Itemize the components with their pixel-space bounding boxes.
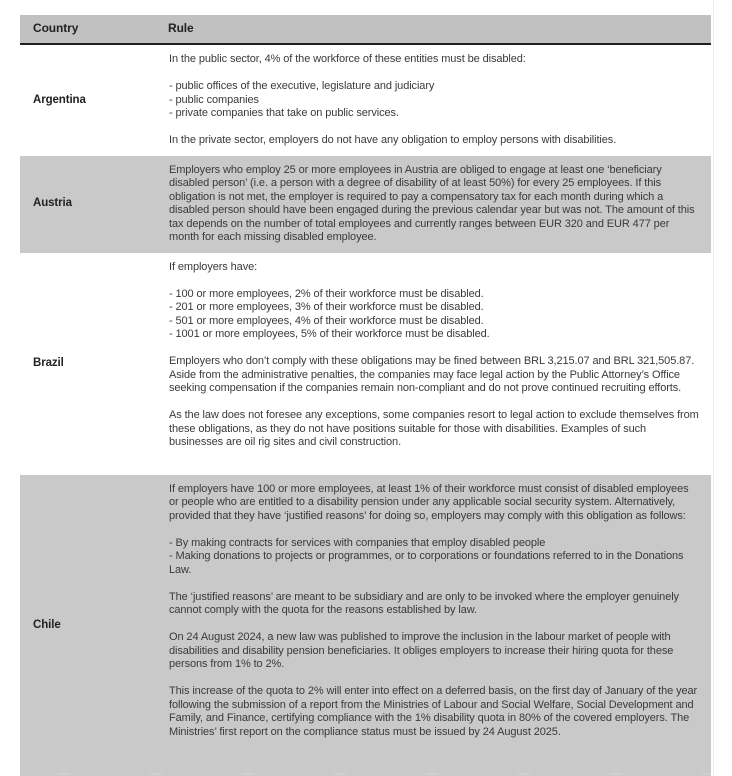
rule-paragraph: As the law does not foresee any exceptions, some companies resort to legal action to exclude themselves from these obligations, as they do not have positions suitable for those with disabilities. Examples of such businesses are oil rig sites and civil construction.	[169, 409, 699, 448]
rule-paragraph: On 24 August 2024, a new law was published to improve the inclusion in the labour market of people with disabilities and disability pension beneficiaries. It obliges employers to increase their hiring quota for these persons from 1% to 2%.	[169, 631, 674, 670]
country-cell: Argentina	[33, 93, 86, 106]
rule-bullet-line: - private companies that take on public services.	[169, 107, 399, 119]
country-cell: Chile	[33, 618, 61, 631]
column-header-country: Country	[33, 21, 79, 36]
rule-paragraph: In the public sector, 4% of the workforce of these entities must be disabled:	[169, 53, 526, 65]
country-rules-table	[20, 15, 711, 776]
table-row	[20, 45, 711, 156]
rule-bullet-line: - 501 or more employees, 4% of their workforce must be disabled.	[169, 314, 484, 327]
rule-paragraph: The ‘justified reasons’ are meant to be subsidiary and are only to be invoked where the employer genuinely cannot comply with the quota for the reasons established by law.	[169, 590, 679, 616]
rule-paragraph: If employers have 100 or more employees, at least 1% of their workforce must consist of disabled employees or people who are entitled to a disability pension under any applicable social security system. Alternatively, provided that they have ‘justified reasons’ for doing so, employers may comply with this obligation as follows:	[169, 482, 689, 522]
rule-paragraph: This increase of the quota to 2% will enter into effect on a deferred basis, on the first day of January of the year following the submission of a report from the Ministries of Labour and Social Welfare, Social Development and Family, and Finance, certifying compliance with the 1% disability quota in 80% of the covered employers. The Ministries’ first report on the compliance status must be issued by 24 August 2025.	[169, 685, 698, 738]
table-row	[20, 475, 711, 776]
table-row	[20, 253, 711, 475]
rule-paragraph	[169, 80, 699, 121]
rule-bullet-line: - By making contracts for services with companies that employ disabled people	[169, 536, 546, 549]
rule-paragraph: Employers who employ 25 or more employees in Austria are obliged to engage at least one ‘beneficiary disabled person’ (i.e. a person with a degree of disability of at least 50%) for every 25 employees. If this obligation is not met, the employer is required to pay a compensatory tax for each month during which a disabled person should have been engaged during the previous calendar year but was not. The amount of this tax depends on the number of total employees and currently ranges between EUR 320 and EUR 477 per month for each missing disabled employee.	[169, 163, 695, 243]
column-header-rule: Rule	[168, 21, 194, 36]
rule-bullet-line: - Making donations to projects or programmes, or to corporations or foundations referred to in the Donations Law.	[169, 550, 684, 576]
rule-paragraph: Employers who don’t comply with these obligations may be fined between BRL 3,215.07 and BRL 321,505.87. Aside from the administrative penalties, the companies may face legal action by the Public Attorney’s Office seeking compensation if the companies remain non-compliant and do not prove continued recruiting efforts.	[169, 355, 695, 394]
rule-cell	[168, 45, 711, 156]
country-cell: Austria	[33, 197, 72, 210]
rule-bullet-line: - 100 or more employees, 2% of their workforce must be disabled.	[169, 287, 484, 300]
rule-paragraph: In the private sector, employers do not have any obligation to employ persons with disabilities.	[169, 134, 617, 146]
country-cell: Brazil	[33, 356, 64, 369]
table-header-row	[20, 15, 711, 45]
rule-bullet-line: - 1001 or more employees, 5% of their workforce must be disabled.	[169, 328, 490, 340]
rule-paragraph: If employers have:	[169, 260, 258, 273]
rule-paragraph	[169, 537, 699, 578]
rule-paragraph	[169, 288, 699, 342]
rule-bullet-line: - public offices of the executive, legislature and judiciary	[169, 80, 435, 92]
page-edge-line	[713, 0, 714, 776]
table-row	[20, 156, 711, 253]
rule-cell	[168, 156, 711, 253]
rule-bullet-line: - public companies	[169, 93, 259, 106]
rule-cell	[168, 475, 711, 776]
next-row-top-hint	[20, 773, 711, 775]
rule-bullet-line: - 201 or more employees, 3% of their workforce must be disabled.	[169, 301, 484, 313]
rule-cell	[168, 253, 711, 475]
